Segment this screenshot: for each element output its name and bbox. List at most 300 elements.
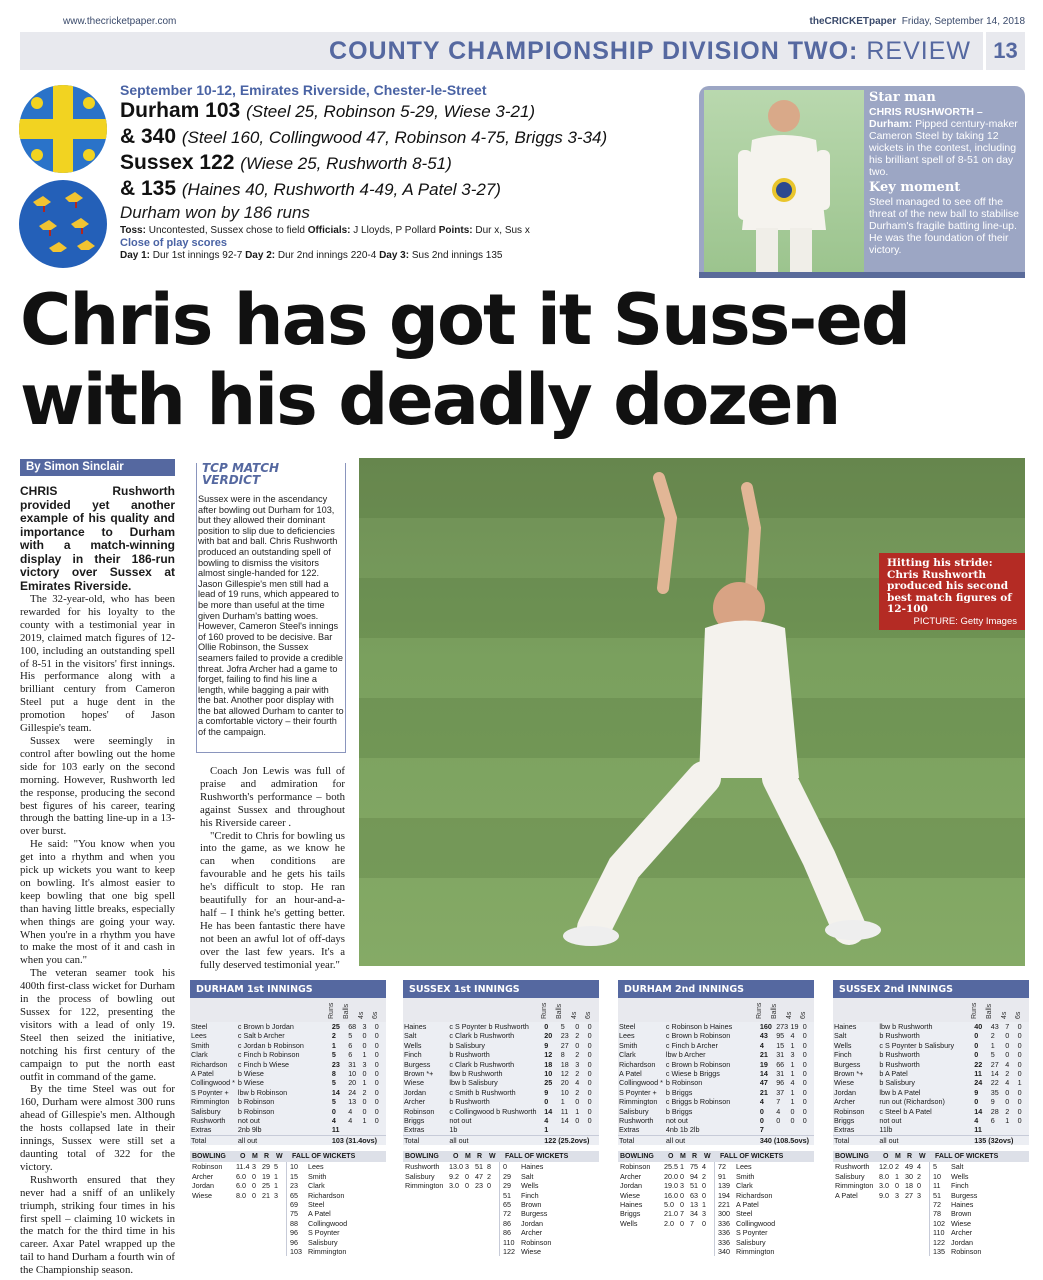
article-paragraph: The 32-year-old, who has been rewarded for his loyalty to the county with a testimonial year in 2019, claimed match figures of 12-100, including an outstanding spell of 8-51 in the visitors' first innings. His performance along with a brilliant century from Cameron Steel put a huge dent in the promotion hopes' of Jason Gillespie's team. [20,593,175,735]
bowling-header [833,1151,1029,1162]
table-cell: 0 [802,1050,807,1060]
table-cell: 28 [990,1106,999,1116]
table-cell: Steel [736,1209,753,1219]
table-cell: Finch [834,1050,852,1060]
table-cell: 0 [1017,1069,1022,1079]
table-cell: 8 [560,1050,565,1060]
table-cell: 4 [348,1106,353,1116]
table-cell: 4 [759,1097,764,1107]
table-cell: 2 [1005,1106,1010,1116]
table-cell: 0 [487,1181,491,1191]
batting-row [833,1050,1029,1059]
batting-row [833,1116,1029,1125]
fow-row [290,1219,383,1228]
fow-row [503,1209,596,1218]
scorecard-title: SUSSEX 1st INNINGS [403,980,599,998]
table-cell: 0 [759,1106,764,1116]
table-cell: 0 [1017,1087,1022,1097]
table-cell: Rimmington [835,1181,874,1191]
table-cell: 0 [1017,1022,1022,1031]
table-cell: Collingwood [308,1218,348,1228]
bowling-col-label: M [252,1153,258,1161]
batting-table [190,1022,386,1145]
table-cell: 21.0 [664,1209,678,1219]
fow-list [714,1162,814,1256]
photo-credit: PICTURE: Getty Images [913,615,1017,627]
table-cell: 0 [1017,1106,1022,1116]
table-cell: c Jordan b Robinson [237,1040,304,1050]
batting-row [403,1050,599,1059]
table-cell: 14 [990,1069,999,1079]
table-cell: 22 [990,1078,999,1088]
table-cell: 20 [348,1078,357,1088]
fow-row [290,1172,383,1181]
table-cell: b Wiese [237,1069,264,1079]
table-cell: 15 [290,1171,298,1181]
table-cell: 0 [544,1022,549,1031]
table-cell: S Poynter + [619,1087,657,1097]
table-cell: Brown *+ [404,1069,434,1079]
fow-row [933,1228,1026,1237]
fow-label: FALL OF WICKETS [505,1153,569,1161]
bowling-col-label: O [240,1153,246,1161]
batting-table [403,1022,599,1145]
site-url[interactable]: www.thecricketpaper.com [63,16,177,27]
table-cell: Briggs [620,1209,641,1219]
table-cell: Robinson [192,1162,223,1172]
score-line-3 [120,150,695,176]
table-cell: 0 [362,1031,367,1041]
table-cell: all out [237,1135,331,1145]
table-cell: 0 [1017,1116,1022,1126]
score-2: & 340 [120,125,177,148]
table-cell [361,1125,373,1135]
table-cell: 5 [990,1050,995,1060]
table-cell: 1 [790,1059,795,1069]
article-paragraph: By the time Steel was out for 160, Durham were almost 300 runs ahead of Gillespie's men. Although the hosts collapsed late in their innings, Sussex were still set a daunting total of 322 for the victory. [20,1083,175,1173]
table-cell: 1 [362,1050,367,1060]
batting-row [618,1125,814,1135]
table-cell: 1 [895,1171,899,1181]
scorecard-column-headers [403,998,599,1022]
table-cell: 78 [933,1209,941,1219]
fow-row [718,1181,811,1190]
column-header: 4s [358,1011,365,1019]
table-cell: 43 [759,1031,768,1041]
bowling-label: BOWLING [835,1153,869,1161]
fow-label: FALL OF WICKETS [292,1153,356,1161]
batting-row [403,1088,599,1097]
fow-row [290,1238,383,1247]
table-cell: 11 [560,1106,569,1116]
day3-label: Day 3: [379,250,410,261]
table-cell: b A Patel [879,1069,908,1079]
table-cell: 160 [759,1022,772,1031]
article-paragraph: Rushworth ensured that they never had a sniff of an unlikely triumph, striking four times in his first spell – claiming 10 wickets in the match for the third time in his career. Axar Patel wrapped up the tail to hand Durham a fourth win of the Championship season. [20,1173,175,1277]
key-moment-text: Steel managed to see off the threat of the new ball to stabilise Durham's fragile batting line-up. He was the foundation of their victory. [869,196,1020,256]
table-cell: 31 [348,1059,357,1069]
bowling-col-label: W [919,1153,926,1161]
table-cell [574,1125,586,1135]
table-cell: 30 [905,1171,913,1181]
batting-row [190,1116,386,1125]
table-cell: 0 [587,1097,592,1107]
star-man-photo [704,90,864,272]
table-cell: Jordan [834,1087,856,1097]
table-cell: 336 [718,1218,730,1228]
table-cell: 135 [933,1246,945,1256]
batting-row [833,1022,1029,1031]
table-cell: 1 [702,1199,706,1209]
fow-row [933,1247,1026,1256]
score-1: Durham 103 [120,99,241,122]
table-cell: Clark [619,1050,636,1060]
table-cell: 0 [1005,1050,1010,1060]
table-cell: Collingwood * [191,1078,235,1088]
table-cell: Archer [834,1097,856,1107]
table-cell: Wells [521,1181,539,1191]
column-header: 6s [800,1011,807,1019]
score-3-detail: (Wiese 25, Rushworth 8-51) [240,154,452,173]
fow-row [718,1172,811,1181]
table-cell: Salt [951,1162,964,1172]
table-cell: 300 [718,1209,730,1219]
batting-row [403,1125,599,1135]
batting-row [618,1050,814,1059]
table-cell: 18 [905,1181,913,1191]
column-header: 6s [372,1011,379,1019]
table-cell: 8 [487,1162,491,1172]
table-cell: 0 [790,1106,795,1116]
table-cell: 8 [331,1069,336,1079]
table-cell: 19 [262,1171,270,1181]
table-cell: b Salisbury [449,1040,485,1050]
table-cell: Jordan [951,1237,973,1247]
fow-row [290,1191,383,1200]
scorecard [833,980,1029,1256]
table-cell: 0 [1005,1097,1010,1107]
table-cell: 5 [933,1162,937,1172]
table-cell: run out (Richardson) [879,1097,945,1107]
column-header: Runs [541,1002,548,1019]
table-cell: b Robinson [237,1097,275,1107]
fow-row [718,1238,811,1247]
table-cell: c Clark b Rushworth [449,1031,515,1041]
fow-row [290,1247,383,1256]
table-cell: 14 [544,1106,553,1116]
bowling-row [620,1162,712,1171]
table-cell: Smith [191,1040,210,1050]
batting-row [403,1135,599,1145]
table-cell: 35 [990,1087,999,1097]
table-cell: 2nb 9lb [237,1125,262,1135]
batting-row [190,1107,386,1116]
scorecard [618,980,814,1256]
table-cell [560,1125,574,1135]
bowling-row [192,1172,284,1181]
table-cell: 0 [680,1171,684,1181]
table-cell: Rimmington [191,1097,230,1107]
table-cell: Robinson [521,1237,552,1247]
table-cell: Haines [404,1022,427,1031]
table-cell [347,1125,361,1135]
table-cell: 51 [690,1181,698,1191]
table-cell: Steel [191,1022,208,1031]
article-paragraph: "Credit to Chris for bowling us into the game, as we know he can when conditions are favourable and he gets his tails he's difficult to stop. He ran beautifully for an hour-and-a-half – I think he's getting better. He has been fantastic there have not been an awful lot of off-days over the last few years. It's a fully deserved testimonial year." [200,829,345,971]
table-cell: 0 [802,1059,807,1069]
table-cell: 2 [990,1031,995,1041]
column-header: 4s [571,1011,578,1019]
bowling-header [618,1151,814,1162]
bowling-row [405,1162,497,1171]
scorecard-column-headers [833,998,1029,1022]
table-cell: 3 [790,1050,795,1060]
table-cell: 0 [1005,1031,1010,1041]
column-header: 4s [1001,1011,1008,1019]
table-cell: 103 (31.4ovs) [331,1135,386,1145]
table-cell: 10 [560,1087,569,1097]
table-cell: 1 [274,1181,278,1191]
bowling-label: BOWLING [405,1153,439,1161]
table-cell: 24 [974,1078,983,1088]
table-cell [775,1125,789,1135]
bowling-fow [190,1162,386,1256]
table-cell: Jordan [521,1218,543,1228]
table-cell: 3 [252,1162,256,1172]
table-cell: 72 [933,1199,941,1209]
table-cell: 3 [680,1181,684,1191]
table-cell: 194 [718,1190,730,1200]
table-cell: 0 [587,1059,592,1069]
fow-row [503,1172,596,1181]
column-header: 4s [786,1011,793,1019]
table-cell: 3 [362,1022,367,1031]
table-cell: A Patel [191,1069,214,1079]
table-cell [587,1125,599,1135]
bowling-row [192,1162,284,1171]
table-cell: Lees [308,1162,324,1172]
table-cell: 15 [776,1040,785,1050]
table-cell: Wiese [951,1218,971,1228]
table-cell: Wells [620,1218,638,1228]
table-cell: Total [190,1135,237,1145]
table-cell: 221 [718,1199,730,1209]
table-cell [1017,1125,1029,1135]
table-cell: c Steel b A Patel [879,1106,932,1116]
table-cell: 0 [465,1171,469,1181]
table-cell: Brown [951,1209,972,1219]
table-cell: 0 [252,1171,256,1181]
batting-row [190,1125,386,1135]
table-cell: 0 [1005,1040,1010,1050]
table-cell: 2 [575,1050,580,1060]
table-cell: 27 [560,1040,569,1050]
batting-row [190,1069,386,1078]
score-line-4 [120,176,695,202]
bowling-col-label: W [489,1153,496,1161]
issue-date: Friday, September 14, 2018 [901,16,1025,27]
table-cell: 5 [331,1050,336,1060]
batting-row [403,1107,599,1116]
table-cell: Rimmington [619,1097,658,1107]
column-header: 6s [1015,1011,1022,1019]
table-cell: A Patel [308,1209,331,1219]
batting-row [618,1022,814,1031]
score-4: & 135 [120,177,177,200]
table-cell: 1 [680,1162,684,1172]
table-cell: 0 [802,1097,807,1107]
table-cell: 20 [560,1078,569,1088]
article-lead: CHRIS Rushworth provided yet another example of his quality and importance to Durham with a match-winning display in their 186-run victory over Sussex at Emirates Riverside. [20,484,175,593]
table-cell: 65 [290,1190,298,1200]
bowling-col-label: R [477,1153,483,1161]
table-cell: 47 [759,1078,768,1088]
bowling-col-label: R [264,1153,270,1161]
top-line [63,16,1025,30]
table-cell: Haines [620,1199,643,1209]
fow-row [933,1181,1026,1190]
table-cell: 29 [503,1181,511,1191]
bowling-row [405,1181,497,1190]
batting-row [190,1050,386,1059]
table-cell: 0 [575,1040,580,1050]
table-cell: Archer [192,1171,214,1181]
batting-row [618,1078,814,1087]
table-cell: 4 [1005,1078,1010,1088]
table-cell: b Robinson [665,1078,703,1088]
table-cell: Rushworth [191,1116,226,1126]
table-cell: 4nb 1b 2lb [665,1125,700,1135]
fow-row [503,1228,596,1237]
batting-row [190,1135,386,1145]
table-cell: 16.0 [664,1190,678,1200]
durham-crest-icon [19,85,107,173]
bowling-row [620,1191,712,1200]
table-cell: 340 (108.5ovs) [759,1135,814,1145]
table-cell: 8.0 [879,1171,889,1181]
table-cell: Archer [620,1171,642,1181]
bowling-col-label: W [704,1153,711,1161]
match-date-venue: September 10-12, Emirates Riverside, Chester-le-Street [120,82,487,98]
table-cell: 0 [503,1162,507,1172]
batting-row [833,1041,1029,1050]
table-cell: 4 [759,1040,764,1050]
table-cell: 110 [933,1228,945,1238]
table-cell: Smith [619,1040,638,1050]
fow-row [503,1200,596,1209]
table-cell: c Finch b Archer [665,1040,718,1050]
table-cell: 336 [718,1228,730,1238]
day2: Dur 2nd innings 220-4 [277,250,377,261]
batting-table [833,1022,1029,1145]
section-title: COUNTY CHAMPIONSHIP DIVISION TWO: [329,36,859,65]
table-cell: Richardson [191,1059,228,1069]
fow-row [290,1200,383,1209]
table-cell [990,1125,1004,1135]
bowling-list [618,1162,714,1256]
table-cell: Robinson [834,1106,865,1116]
table-cell: 0 [680,1218,684,1228]
batting-row [833,1088,1029,1097]
batting-row [618,1041,814,1050]
fow-row [933,1191,1026,1200]
table-cell: Jordan [620,1181,642,1191]
table-cell: c Collingwood b Rushworth [449,1106,537,1116]
bowling-row [620,1172,712,1181]
batting-row [833,1097,1029,1106]
table-cell: 18 [544,1059,553,1069]
batting-row [190,1078,386,1087]
table-cell: 10 [348,1069,357,1079]
table-cell: Salisbury [405,1171,435,1181]
table-cell: 336 [718,1237,730,1247]
section-subtitle: REVIEW [866,36,971,65]
bowling-col-label: M [680,1153,686,1161]
batting-row [833,1125,1029,1135]
column-header: Balls [771,1003,778,1019]
table-cell: 3 [895,1190,899,1200]
bowling-col-label: O [668,1153,674,1161]
table-cell: 0 [974,1097,979,1107]
star-text: Pipped century-maker Cameron Steel by taking 12 wickets in the contest, including his brilliant spell of 8-51 on day two. [869,118,1018,178]
table-cell: 0 [252,1190,256,1200]
table-cell: Salisbury [308,1237,338,1247]
bowling-list [190,1162,286,1256]
table-cell: c Finch b Wiese [237,1059,290,1069]
table-cell: 0 [374,1059,379,1069]
table-cell: 3.0 [449,1181,459,1191]
table-cell: 3 [465,1162,469,1172]
table-cell: Clark [308,1181,325,1191]
table-cell: 0 [575,1022,580,1031]
score-1-detail: (Steel 25, Robinson 5-29, Wiese 3-21) [246,102,536,121]
table-cell: 19 [759,1059,768,1069]
batting-row [618,1088,814,1097]
match-info [120,224,695,237]
officials-label: Officials: [307,225,351,236]
article-paragraph: He said: "You know when you get into a rhythm and when you pick up wickets you want to keep on bowling. It's almost easier to keep bowling that one big spell than having little breaks, especially when things are going your way. When you're in a rhythm you have to make the most of it and cash in when you can." [20,838,175,967]
table-cell: 0 [802,1031,807,1041]
table-cell: 2 [575,1069,580,1079]
bowling-col-label: O [453,1153,459,1161]
table-cell: Burgess [404,1059,431,1069]
table-cell: lbw b Archer [665,1050,706,1060]
table-cell: 29 [262,1162,270,1172]
table-cell: Smith [308,1171,327,1181]
table-cell: lbw b Salisbury [449,1078,498,1088]
table-cell: Rimmington [405,1181,444,1191]
table-cell [789,1125,801,1135]
table-cell: 96 [776,1078,785,1088]
table-cell: 6 [990,1116,995,1126]
bowling-fow [403,1162,599,1256]
table-cell: 51 [503,1190,511,1200]
day1: Dur 1st innings 92-7 [152,250,243,261]
fow-row [290,1162,383,1171]
bowling-row [405,1172,497,1181]
table-cell: 19 [790,1022,799,1031]
fow-row [503,1191,596,1200]
table-cell: 20 [544,1031,553,1041]
batting-row [618,1107,814,1116]
fow-row [503,1238,596,1247]
column-header: Balls [343,1003,350,1019]
headline-line-1: Chris has got it Suss-ed [20,279,909,361]
table-cell: 0 [680,1199,684,1209]
officials: J Lloyds, P Pollard [353,225,436,236]
table-cell: b Robinson [237,1106,275,1116]
table-cell: b Rushworth [879,1050,920,1060]
